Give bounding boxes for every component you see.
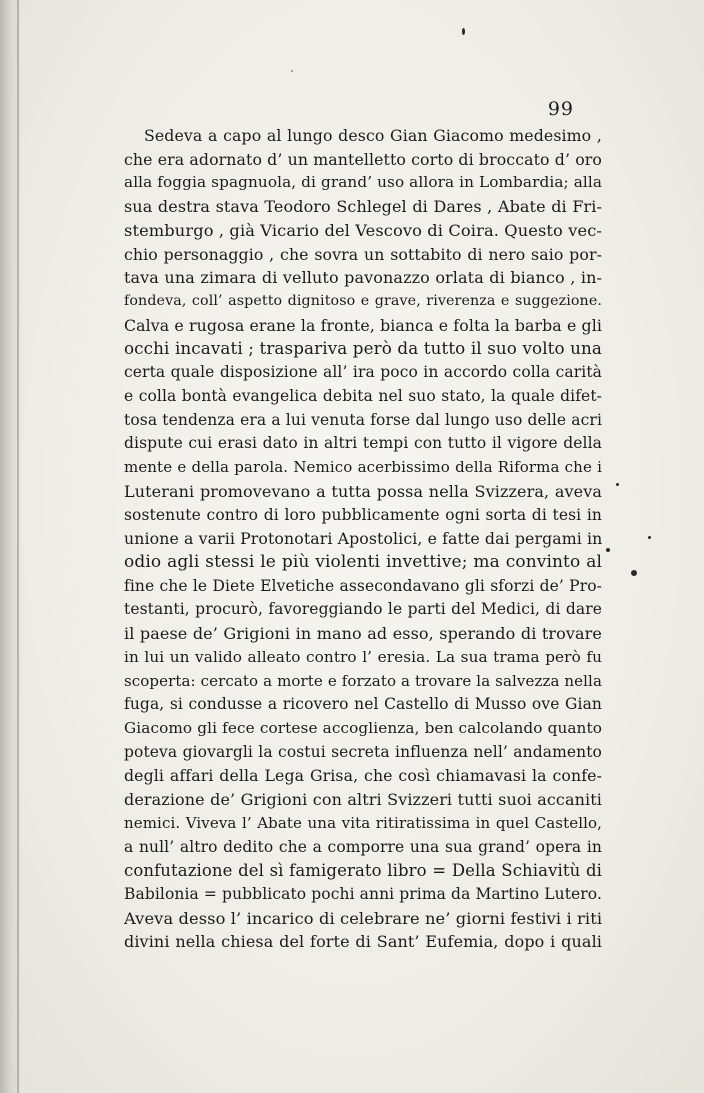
text-line: certa quale disposizione all’ ira poco in accordo colla carità [124, 363, 602, 382]
text-line: che era adornato d’ un mantelletto corto di broccato d’ oro [124, 149, 602, 169]
text-line: Calva e rugosa erane la fronte, bianca e folta la barba e gli [124, 315, 602, 335]
body-text [124, 124, 602, 954]
text-line: tava una zimara di velluto pavonazzo orlata di bianco , in- [124, 268, 602, 288]
text-line: chio personaggio , che sovra un sottabito di nero saio por- [124, 244, 602, 264]
text-line: scoperta: cercato a morte e forzato a trovare la salvezza nella [124, 671, 602, 690]
text-line: Sedeva a capo al lungo desco Gian Giacomo medesimo , [144, 126, 602, 145]
text-line: Babilonia = pubblicato pochi anni prima da Martino Lutero. [124, 885, 602, 903]
text-line: Luterani promovevano a tutta possa nella Svizzera, aveva [124, 481, 602, 501]
page-edge-line [17, 0, 19, 1093]
ink-speck [648, 536, 651, 539]
text-line: mente e della parola. Nemico acerbissimo della Riforma che i [124, 458, 602, 477]
text-line: sostenute contro di loro pubblicamente ogni sorta di tesi in [124, 505, 602, 524]
text-line: odio agli stessi le più violenti invettive; ma convinto al [124, 551, 602, 572]
text-line: tosa tendenza era a lui venuta forse dal lungo uso delle acri [124, 410, 602, 429]
text-line: divini nella chiesa del forte di Sant’ Eufemia, dopo i quali [124, 932, 602, 952]
text-line: fine che le Diete Elvetiche assecondavano gli sforzi de’ Pro- [124, 576, 602, 595]
page-number: 99 [547, 98, 574, 120]
text-line: fuga, si condusse a ricovero nel Castello di Musso ove Gian [124, 695, 602, 714]
ink-speck [462, 28, 465, 35]
text-line: occhi incavati ; traspariva però da tutto il suo volto una [124, 338, 602, 359]
ink-speck [291, 70, 293, 72]
text-line: stemburgo , già Vicario del Vescovo di Coira. Questo vec- [124, 220, 602, 240]
text-line: e colla bontà evangelica debita nel suo stato, la quale difet- [124, 386, 602, 405]
text-line: a null’ altro dedito che a comporre una sua grand’ opera in [124, 837, 602, 856]
text-line: nemici. Viveva l’ Abate una vita ritiratissima in quel Castello, [124, 813, 602, 832]
text-line: il paese de’ Grigioni in mano ad esso, sperando di trovare [124, 624, 602, 644]
text-line: in lui un valido alleato contro l’ eresia. La sua trama però fu [124, 647, 602, 666]
text-line: Giacomo gli fece cortese accoglienza, ben calcolando quanto [124, 718, 602, 737]
text-line: testanti, procurò, favoreggiando le parti del Medici, di dare [124, 600, 602, 619]
text-line: Aveva desso l’ incarico di celebrare ne’ giorni festivi i riti [124, 908, 603, 928]
text-line: confutazione del sì famigerato libro = Della Schiavitù di [124, 861, 602, 881]
text-line: alla foggia spagnuola, di grand’ uso allora in Lombardia; alla [124, 173, 603, 192]
text-line: dispute cui erasi dato in altri tempi con tutto il vigore della [124, 434, 602, 453]
text-line: sua destra stava Teodoro Schlegel di Dares , Abate di Fri- [124, 197, 602, 217]
text-line: poteva giovargli la costui secreta influenza nell’ andamento [124, 742, 602, 761]
text-line: fondeva, coll’ aspetto dignitoso e grave, riverenza e suggezione. [124, 293, 602, 310]
text-line: degli affari della Lega Grisa, che così chiamavasi la confe- [124, 766, 602, 786]
text-line: derazione de’ Grigioni con altri Svizzeri tutti suoi accaniti [124, 790, 602, 810]
ink-speck [606, 548, 610, 552]
ink-speck [631, 570, 637, 576]
ink-speck [616, 483, 619, 486]
text-line: unione a varii Protonotari Apostolici, e fatte dai pergami in [124, 529, 603, 549]
